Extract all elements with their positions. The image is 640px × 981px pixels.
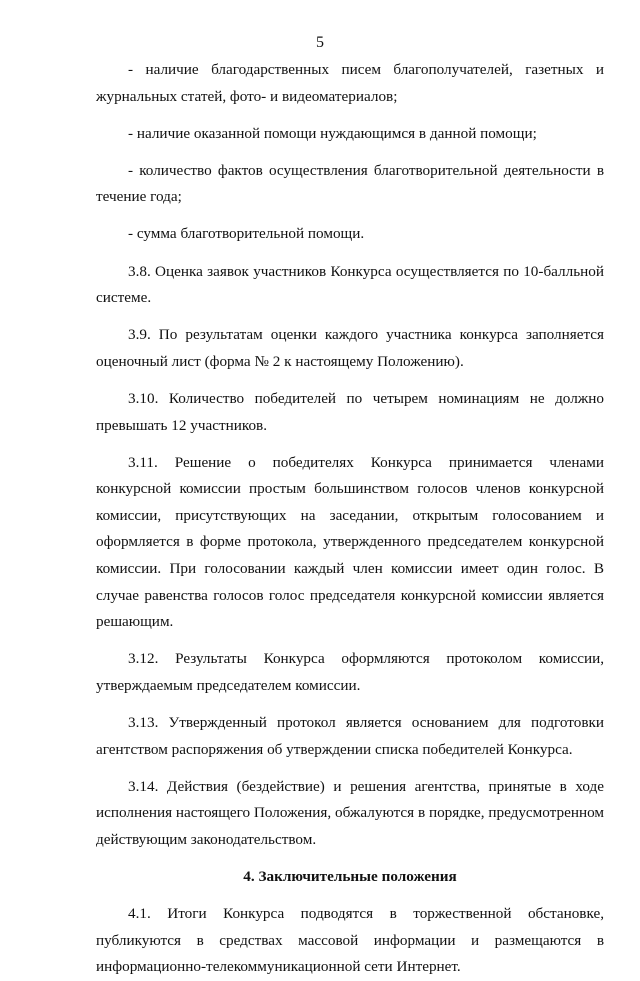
clause-3-8: 3.8. Оценка заявок участников Конкурса осуществляется по 10-балльной системе. [96,262,604,307]
clause-3-13: 3.13. Утвержденный протокол является основанием для подготовки агентством распоряжения об утверждении списка победителей Конкурса. [96,713,604,758]
page-number: 5 [316,34,324,51]
bullet-help-provided: - наличие оказанной помощи нуждающимся в данной помощи; [128,124,537,142]
bullet-gratitude-letters: - наличие благодарственных писем благополучателей, газетных и журнальных статей, фото- и видеоматериалов; [96,61,604,105]
clause-3-11: 3.11. Решение о победителях Конкурса принимается членами конкурсной комиссии простым большинством голосов членов конкурсной комиссии, присутствующих на заседании, открытым голосованием и оформляется в форме протокола, утвержденного председателем конкурсной комиссии. При голосовании каждый член комиссии имеет один голос. В случае равенства голосов голос председателя конкурсной комиссии является решающим. [96,453,604,631]
clause-3-14: 3.14. Действия (бездействие) и решения агентства, принятые в ходе исполнения настоящего Положения, обжалуются в порядке, предусмотренном действующим законодательством. [96,777,604,848]
clause-3-12: 3.12. Результаты Конкурса оформляются протоколом комиссии, утверждаемым председателем комиссии. [96,650,604,694]
bullet-charity-sum: - сумма благотворительной помощи. [128,225,365,243]
bullet-charity-facts: - количество фактов осуществления благотворительной деятельности в течение года; [96,161,604,206]
clause-3-9: 3.9. По результатам оценки каждого участника конкурса заполняется оценочный лист (форма № 2 к настоящему Положению). [96,326,604,370]
clause-4-1: 4.1. Итоги Конкурса подводятся в торжественной обстановке, публикуются в средствах массовой информации и размещаются в информационно-телекоммуникационной сети Интернет. [96,905,604,976]
section-heading: 4. Заключительные положения [243,867,457,885]
document-body [96,57,604,981]
clause-3-10: 3.10. Количество победителей по четырем номинациям не должно превышать 12 участников. [96,389,604,434]
